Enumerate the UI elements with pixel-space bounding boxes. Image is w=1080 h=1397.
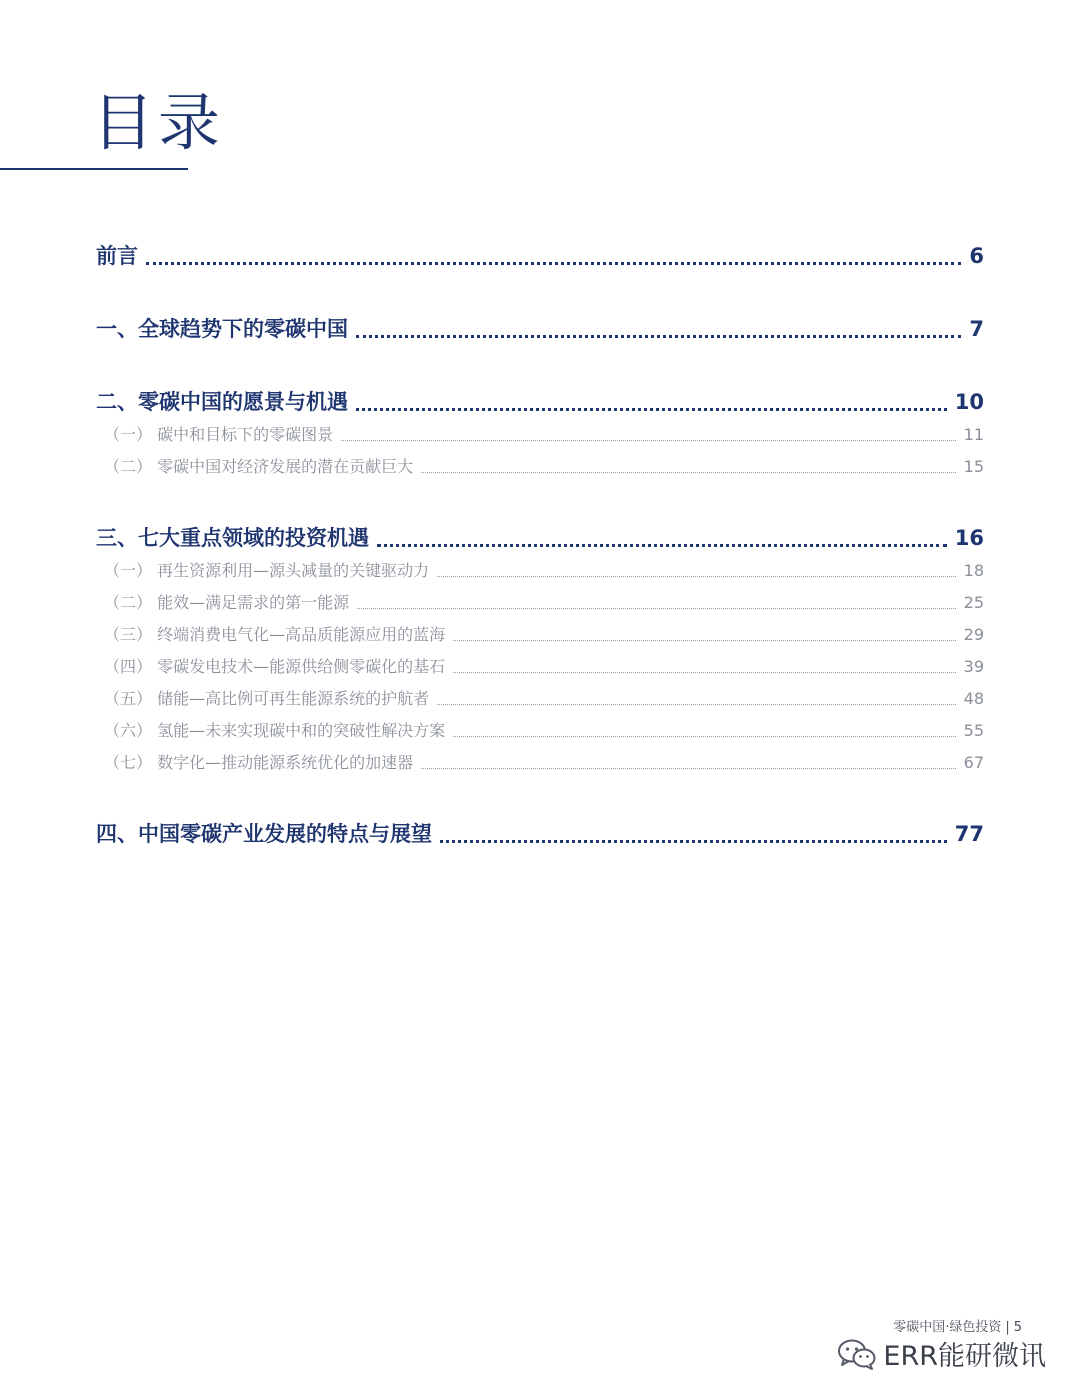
toc-dot-leader [421,472,956,473]
toc-dot-leader [356,408,947,411]
toc-dot-leader [453,672,956,673]
toc-entry-page: 67 [963,753,984,772]
toc-entry[interactable] [96,818,984,848]
toc-entry-page: 7 [969,317,984,341]
toc-entry-page: 10 [954,390,984,414]
toc-entry-label: （一） 碳中和目标下的零碳图景 [104,425,334,444]
toc-dot-leader [453,640,956,641]
toc-dot-leader [440,840,947,843]
toc-entry-label: （一） 再生资源利用—源头减量的关键驱动力 [104,561,430,580]
toc-entry-label: （七） 数字化—推动能源系统优化的加速器 [104,753,414,772]
toc-dot-leader [356,335,961,338]
toc-entry[interactable] [96,654,984,677]
toc-entry-label: 前言 [96,244,138,268]
toc-entry-label: （四） 零碳发电技术—能源供给侧零碳化的基石 [104,657,446,676]
toc-entry[interactable] [96,558,984,581]
toc-entry[interactable] [96,686,984,709]
toc-dot-leader [341,440,956,441]
page-title: 目录 [92,86,225,159]
toc-dot-leader [357,608,956,609]
toc-entry[interactable] [96,313,984,343]
toc-dot-leader [377,544,947,547]
toc-entry-label: （五） 储能—高比例可再生能源系统的护航者 [104,689,430,708]
toc-entry-page: 18 [963,561,984,580]
footer-separator: | [1005,1320,1010,1335]
toc-entry[interactable] [96,750,984,773]
toc-entry-page: 39 [963,657,984,676]
toc-entry-label: 二、零碳中国的愿景与机遇 [96,390,348,414]
toc-entry[interactable] [96,422,984,445]
toc-entry-label: 一、全球趋势下的零碳中国 [96,317,348,341]
toc-entry-page: 48 [963,689,984,708]
toc-entry[interactable] [96,718,984,741]
toc-entry-label: 四、中国零碳产业发展的特点与展望 [96,822,432,846]
title-divider [0,168,188,170]
toc-dot-leader [453,736,956,737]
toc-entry-page: 11 [963,425,984,444]
footer-page-number: 5 [1013,1320,1022,1335]
footer-report-name: 零碳中国·绿色投资 [893,1320,1002,1335]
toc-entry-page: 29 [963,625,984,644]
toc-dot-leader [437,576,956,577]
wechat-icon [837,1338,877,1370]
toc-dot-leader [146,262,961,265]
watermark-text: ERR能研微讯 [883,1341,1046,1372]
toc-entry-page: 77 [954,822,984,846]
toc-entry[interactable] [96,590,984,613]
toc-entry-page: 16 [954,526,984,550]
toc-entry[interactable] [96,454,984,477]
toc-entry-label: （三） 终端消费电气化—高品质能源应用的蓝海 [104,625,446,644]
toc-entry-page: 15 [963,457,984,476]
toc-entry[interactable] [96,522,984,552]
toc-entry-label: 三、七大重点领域的投资机遇 [96,526,369,550]
toc-entry-label: （二） 能效—满足需求的第一能源 [104,593,350,612]
toc-entry[interactable] [96,622,984,645]
toc-entry-page: 55 [963,721,984,740]
toc-dot-leader [421,768,956,769]
toc-entry[interactable] [96,386,984,416]
toc-entry-page: 25 [963,593,984,612]
toc-entry[interactable] [96,240,984,270]
toc-entry-page: 6 [969,244,984,268]
toc-entry-label: （二） 零碳中国对经济发展的潜在贡献巨大 [104,457,414,476]
toc-entry-label: （六） 氢能—未来实现碳中和的突破性解决方案 [104,721,446,740]
toc-dot-leader [437,704,956,705]
watermark [837,1334,1046,1373]
page-footer [893,1316,1022,1335]
